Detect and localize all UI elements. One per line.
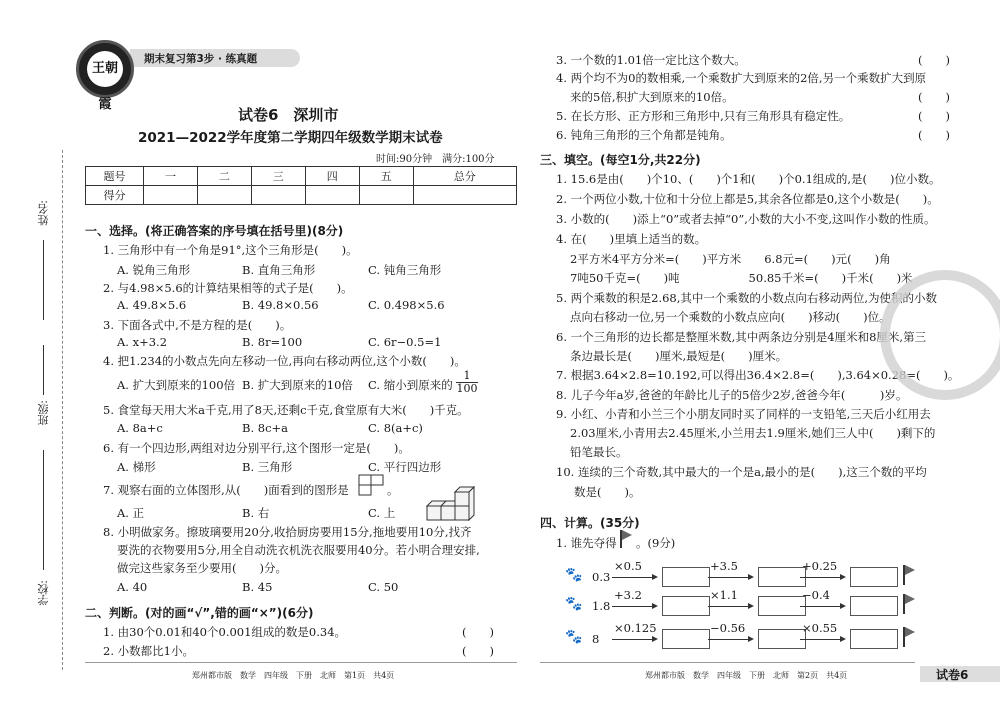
- j2: 2. 小数都比1小。: [103, 644, 194, 658]
- q7-a: A. 正: [117, 506, 145, 520]
- f10-line2: 数是( )。: [574, 485, 641, 499]
- chain-arrow: [800, 639, 844, 640]
- chain-operation: ×1.1: [710, 588, 738, 602]
- chain-operation: ×0.55: [802, 621, 838, 635]
- chain-arrow: [800, 606, 844, 607]
- j2-paren[interactable]: ( ): [462, 644, 494, 658]
- q4-c: C. 缩小到原来的: [368, 378, 453, 392]
- watermark-seal: [880, 270, 1000, 400]
- chain-start-value: 1.8: [592, 599, 611, 613]
- q7-figure-icon: [358, 474, 386, 496]
- logo: [76, 40, 134, 112]
- f9-line2: 2.03厘米,小青用去2.45厘米,小兰用去1.9厘米,她们三人中( )剩下的: [570, 426, 936, 440]
- j3-paren[interactable]: ( ): [918, 53, 950, 67]
- j4-line2: 来的5倍,积扩大到原来的10倍。: [570, 90, 734, 104]
- q8-line1: 8. 小明做家务。擦玻璃要用20分,收拾厨房要用15分,拖地要用10分,找齐: [103, 525, 472, 539]
- q5: 5. 食堂每天用大米a千克,用了8天,还剩c千克,食堂原有大米( )千克。: [103, 403, 469, 417]
- q6-c: C. 平行四边形: [368, 460, 442, 474]
- score-cell[interactable]: [197, 186, 251, 205]
- q8-line2: 要洗的衣物要用5分,用全自动洗衣机洗衣服要用40分。若小明合理安排,: [117, 543, 480, 557]
- q2-c: C. 0.498×5.6: [368, 298, 445, 312]
- f6-line1: 6. 一个三角形的边长都是整厘米数,其中两条边分别是4厘米和8厘米,第三: [556, 330, 927, 344]
- f8: 8. 儿子今年a岁,爸爸的年龄比儿子的5倍少2岁,爸爸今年( )岁。: [556, 388, 908, 402]
- chain-arrow: [708, 639, 752, 640]
- f9-line3: 铅笔最长。: [570, 445, 628, 459]
- q2-a: A. 49.8×5.6: [117, 298, 187, 312]
- chain-operation: +0.25: [802, 559, 838, 573]
- q7-b: B. 右: [242, 506, 270, 520]
- f1: 1. 15.6是由( )个10、( )个1和( )个0.1组成的,是( )位小数。: [556, 172, 941, 186]
- score-head: 总分: [413, 167, 516, 186]
- chain-arrow: [708, 606, 752, 607]
- score-cell[interactable]: [251, 186, 305, 205]
- f10-line1: 10. 连续的三个奇数,其中最大的一个是a,最小的是( ),这三个数的平均: [556, 465, 927, 479]
- answer-box[interactable]: [662, 567, 710, 587]
- chain-operation: ×0.5: [614, 559, 642, 573]
- answer-box[interactable]: [662, 596, 710, 616]
- q7: 7. 观察右面的立体图形,从( )面看到的图形是: [103, 483, 349, 497]
- j4-paren[interactable]: ( ): [918, 90, 950, 104]
- q3-a: A. x+3.2: [117, 335, 168, 349]
- section-1-heading: 一、选择。(将正确答案的序号填在括号里)(8分): [85, 224, 344, 238]
- q8-line3: 做完这些家务至少要用( )分。: [117, 561, 287, 575]
- right-footer-rule: [540, 662, 915, 663]
- q3: 3. 下面各式中,不是方程的是( )。: [103, 318, 292, 332]
- section-4-heading: 四、计算。(35分): [540, 516, 640, 530]
- score-cell[interactable]: [413, 186, 516, 205]
- q5-c: C. 8(a+c): [368, 421, 423, 435]
- j6: 6. 钝角三角形的三个角都是钝角。: [556, 128, 732, 142]
- flag-icon: [903, 594, 905, 614]
- q4-fraction: [456, 370, 478, 395]
- class-label: 班级:: [37, 400, 50, 426]
- f6-line2: 条边最长是( )厘米,最短是( )厘米。: [570, 349, 788, 363]
- chain-operation: +3.5: [710, 559, 738, 573]
- score-cell[interactable]: [305, 186, 359, 205]
- score-head: 四: [305, 167, 359, 186]
- flag-icon: [903, 565, 905, 585]
- left-footer: 郑州都市版 数学 四年级 下册 北师 第1页 共4页: [192, 671, 395, 680]
- j3: 3. 一个数的1.01倍一定比这个数大。: [556, 53, 746, 67]
- score-cell[interactable]: [359, 186, 413, 205]
- score-label: 得分: [86, 186, 144, 205]
- q5-b: B. 8c+a: [242, 421, 289, 435]
- j1: 1. 由30个0.01和40个0.001组成的数是0.34。: [103, 625, 347, 639]
- score-head: 三: [251, 167, 305, 186]
- q6-a: A. 梯形: [117, 460, 156, 474]
- q6: 6. 有一个四边形,两组对边分别平行,这个图形一定是( )。: [103, 441, 410, 455]
- c1: 1. 谁先夺得: [556, 536, 617, 550]
- name-line: [43, 240, 44, 320]
- q3-b: B. 8r=100: [242, 335, 303, 349]
- q2-b: B. 49.8×0.56: [242, 298, 319, 312]
- q4-b: B. 扩大到原来的10倍: [242, 378, 353, 392]
- f5-line2: 点向右移动一位,另一个乘数的小数点应向( )移动( )位。: [570, 310, 891, 324]
- fraction-num: 1: [463, 369, 471, 382]
- f4: 4. 在( )里填上适当的数。: [556, 232, 707, 246]
- q1-b: B. 直角三角形: [242, 263, 316, 277]
- chain-arrow: [612, 606, 656, 607]
- score-head: 二: [197, 167, 251, 186]
- left-footer-rule: [85, 662, 517, 663]
- score-head: 题号: [86, 167, 144, 186]
- chain-arrow: [800, 577, 844, 578]
- q2: 2. 与4.98×5.6的计算结果相等的式子是( )。: [103, 281, 353, 295]
- section-3-heading: 三、填空。(每空1分,共22分): [540, 153, 701, 167]
- j5: 5. 在长方形、正方形和三角形中,只有三角形具有稳定性。: [556, 109, 851, 123]
- header-banner: [130, 49, 300, 67]
- binding-margin: [0, 0, 78, 708]
- q1-c: C. 钝角三角形: [368, 263, 442, 277]
- flag-icon: [903, 627, 905, 647]
- j1-paren[interactable]: ( ): [462, 625, 494, 639]
- q8-b: B. 45: [242, 580, 273, 594]
- f4-row2: 7吨50千克=( )吨 50.85千米=( )千米( )米: [570, 271, 913, 285]
- school-line: [43, 450, 44, 570]
- f9-line1: 9. 小红、小青和小兰三个小朋友同时买了同样的一支铅笔,三天后小红用去: [556, 407, 931, 421]
- score-table: [85, 166, 517, 205]
- q8-a: A. 40: [117, 580, 148, 594]
- logo-text: 王朝霞: [87, 51, 123, 87]
- answer-box[interactable]: [662, 629, 710, 649]
- banner-text: 期末复习第3步 · 练真题: [144, 53, 258, 65]
- page-tag: 试卷6: [936, 668, 969, 682]
- chain-arrow: [612, 577, 656, 578]
- chain-operation: −0.56: [710, 621, 746, 635]
- time-score: 时间:90分钟 满分:100分: [376, 154, 495, 165]
- score-cell[interactable]: [144, 186, 198, 205]
- j4-line1: 4. 两个均不为0的数相乘,一个乘数扩大到原来的2倍,另一个乘数扩大到原: [556, 71, 927, 85]
- section-2-heading: 二、判断。(对的画“√”,错的画“×”)(6分): [85, 606, 314, 620]
- fraction-den: 100: [456, 382, 478, 395]
- chain-arrow: [612, 639, 656, 640]
- c1-end: 。(9分): [636, 536, 676, 550]
- paper-subtitle: 2021—2022学年度第二学期四年级数学期末试卷: [138, 130, 443, 146]
- q1-a: A. 锐角三角形: [117, 263, 191, 277]
- answer-box[interactable]: [850, 629, 898, 649]
- chain-start-value: 8: [592, 632, 600, 646]
- q8-c: C. 50: [368, 580, 399, 594]
- chain-operation: −0.4: [802, 588, 830, 602]
- animal-icon: 🐾: [565, 567, 583, 583]
- q5-a: A. 8a+c: [117, 421, 163, 435]
- q1: 1. 三角形中有一个角是91°,这个三角形是( )。: [103, 243, 358, 257]
- answer-box[interactable]: [758, 596, 806, 616]
- animal-icon: 🐾: [565, 629, 583, 645]
- j6-paren[interactable]: ( ): [918, 128, 950, 142]
- animal-icon: 🐾: [565, 596, 583, 612]
- answer-box[interactable]: [850, 567, 898, 587]
- q7-c: C. 上: [368, 506, 396, 520]
- f5-line1: 5. 两个乘数的积是2.68,其中一个乘数的小数点向右移动两位,为使积的小数: [556, 291, 938, 305]
- right-footer: 郑州都市版 数学 四年级 下册 北师 第2页 共4页: [645, 671, 848, 680]
- f2: 2. 一个两位小数,十位和十分位上都是5,其余各位都是0,这个小数是( )。: [556, 192, 939, 206]
- school-label: 学校:: [37, 580, 50, 606]
- q7-end: 。: [387, 483, 399, 497]
- q4-a: A. 扩大到原来的100倍: [117, 378, 236, 392]
- answer-box[interactable]: [758, 629, 806, 649]
- q4: 4. 把1.234的小数点先向左移动一位,再向右移动两位,这个小数( )。: [103, 354, 466, 368]
- class-line: [43, 345, 44, 395]
- chain-operation: ×0.125: [614, 621, 657, 635]
- chain-operation: +3.2: [614, 588, 642, 602]
- chain-arrow: [708, 577, 752, 578]
- f3: 3. 小数的( )添上“0”或者去掉“0”,小数的大小不变,这叫作小数的性质。: [556, 212, 936, 226]
- q6-b: B. 三角形: [242, 460, 293, 474]
- paper-title: 试卷6 深圳市: [238, 106, 339, 124]
- f7: 7. 根据3.64×2.8=10.192,可以得出36.4×2.8=( ),3.64×0.28=( )。: [556, 368, 960, 382]
- cut-line: [62, 150, 63, 670]
- name-label: 姓名:: [37, 200, 50, 226]
- answer-box[interactable]: [850, 596, 898, 616]
- answer-box[interactable]: [758, 567, 806, 587]
- score-head: 一: [144, 167, 198, 186]
- j5-paren[interactable]: ( ): [918, 109, 950, 123]
- q3-c: C. 6r−0.5=1: [368, 335, 442, 349]
- f4-row1: 2平方米4平方分米=( )平方米 6.8元=( )元( )角: [570, 252, 891, 266]
- flag-icon: [620, 530, 622, 548]
- score-head: 五: [359, 167, 413, 186]
- cubes-icon: [425, 486, 475, 526]
- chain-start-value: 0.3: [592, 570, 611, 584]
